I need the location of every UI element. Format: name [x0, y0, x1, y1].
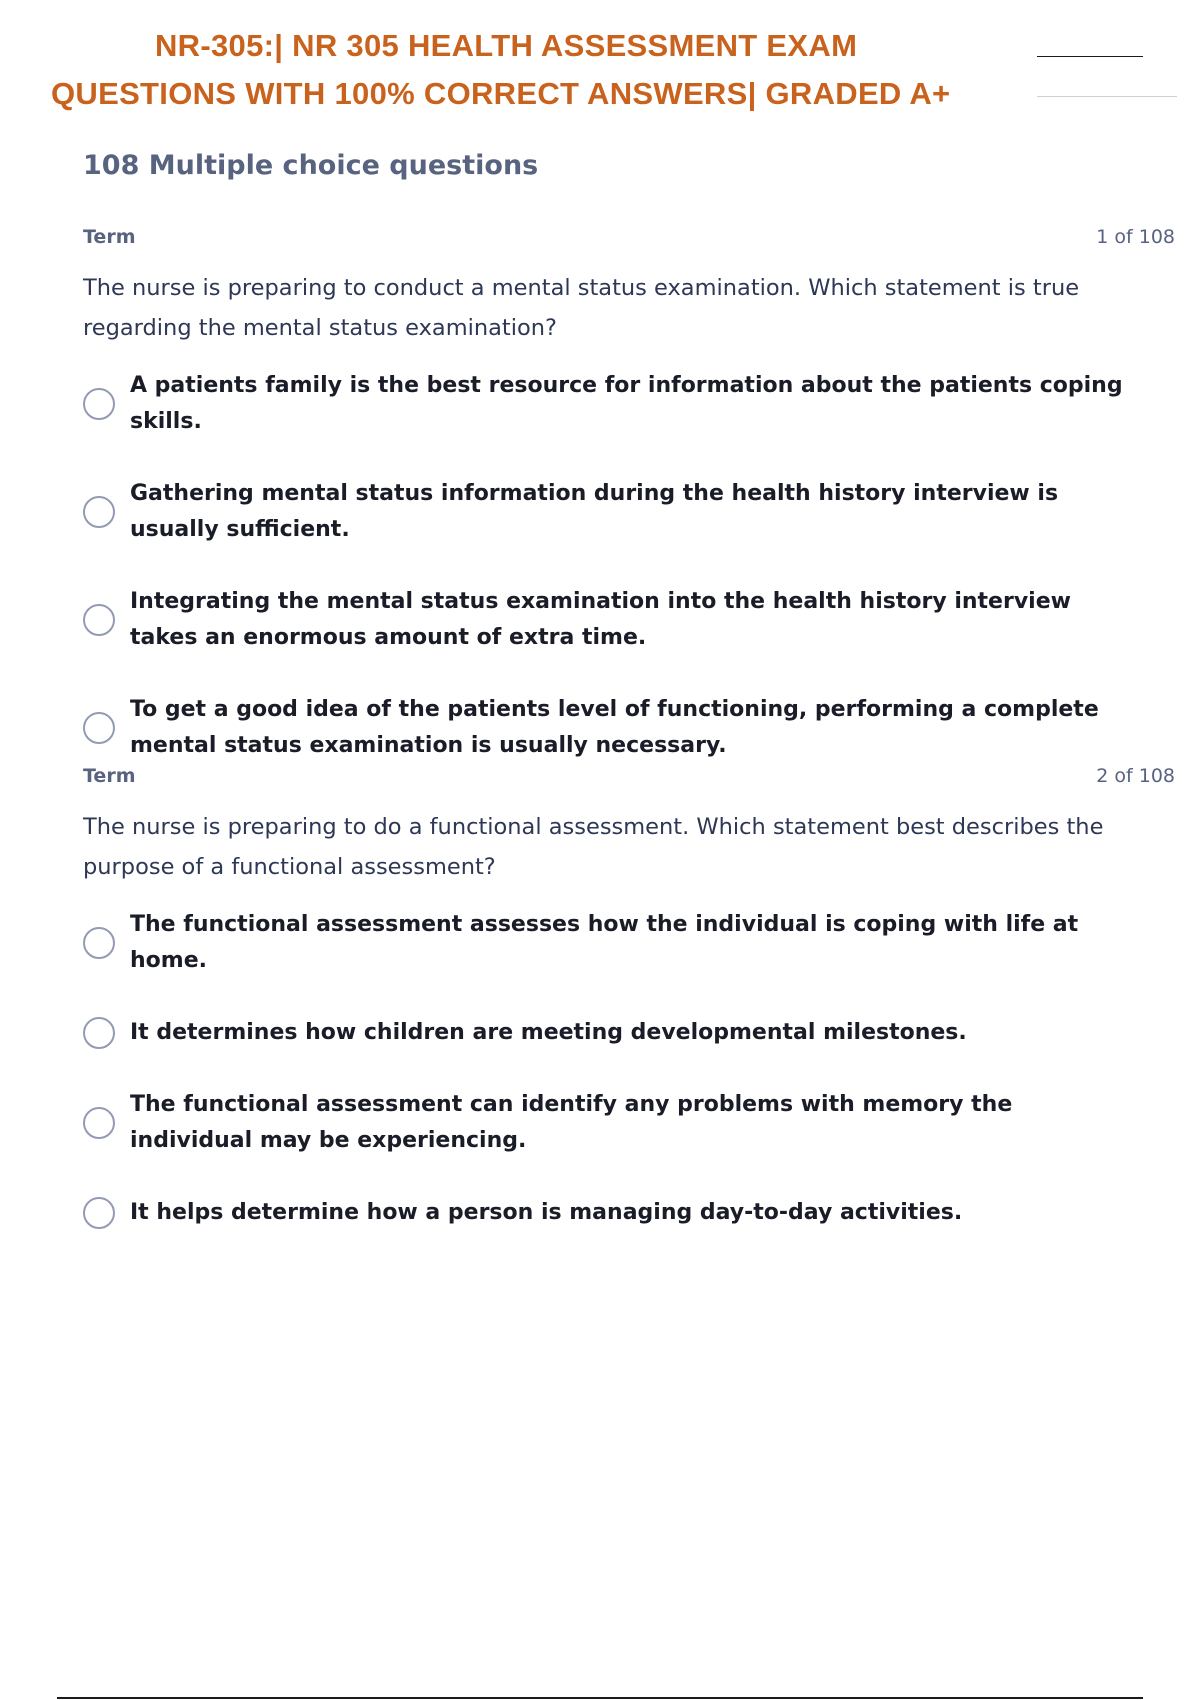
- question-text: The nurse is preparing to conduct a mental status examination. Which statement is true regarding the mental status examination?: [83, 275, 1080, 341]
- footer-rule: [57, 1697, 1143, 1699]
- radio-button-icon[interactable]: [83, 604, 115, 636]
- answer-option[interactable]: [83, 1015, 1175, 1051]
- term-label: Term: [83, 226, 136, 248]
- document-title-line-1: NR-305:| NR 305 HEALTH ASSESSMENT EXAM: [155, 28, 858, 63]
- answer-option[interactable]: [83, 584, 1175, 656]
- answer-option[interactable]: [83, 368, 1175, 440]
- answer-option-label: The functional assessment can identify any problems with memory the individual may be experiencing.: [130, 1092, 1013, 1153]
- radio-button-icon[interactable]: [83, 496, 115, 528]
- radio-button-icon[interactable]: [83, 388, 115, 420]
- answer-option-label: Gathering mental status information during the health history interview is usually sufficient.: [130, 481, 1059, 542]
- question-text: The nurse is preparing to do a functional assessment. Which statement best describes the purpose of a functional assessment?: [83, 814, 1104, 880]
- answer-option-label: To get a good idea of the patients level of functioning, performing a complete mental status examination is usually necessary.: [130, 697, 1099, 758]
- document-title-line-2: QUESTIONS WITH 100% CORRECT ANSWERS| GRADED A+: [51, 76, 951, 111]
- radio-button-icon[interactable]: [83, 712, 115, 744]
- question-counter: 1 of 108: [1096, 226, 1175, 248]
- question-meta: [83, 765, 1175, 795]
- radio-button-icon[interactable]: [83, 1017, 115, 1049]
- radio-button-icon[interactable]: [83, 1197, 115, 1229]
- answer-options: [83, 907, 1175, 1231]
- question-counter: 2 of 108: [1096, 765, 1175, 787]
- radio-button-icon[interactable]: [83, 1107, 115, 1139]
- answer-option[interactable]: [83, 476, 1175, 548]
- answer-option[interactable]: [83, 1087, 1175, 1159]
- document-header: [0, 20, 1200, 130]
- answer-option-label: A patients family is the best resource for information about the patients coping skills.: [130, 373, 1123, 434]
- question-card: [83, 226, 1175, 800]
- answer-option[interactable]: [83, 1195, 1175, 1231]
- answer-option[interactable]: [83, 692, 1175, 764]
- set-heading: 108 Multiple choice questions: [83, 150, 539, 181]
- answer-option-label: It determines how children are meeting developmental milestones.: [130, 1020, 967, 1045]
- answer-option-label: It helps determine how a person is managing day-to-day activities.: [130, 1200, 963, 1225]
- question-card: [83, 765, 1175, 1267]
- header-rule-light: [1037, 96, 1177, 97]
- answer-options: [83, 368, 1175, 764]
- term-label: Term: [83, 765, 136, 787]
- question-meta: [83, 226, 1175, 256]
- radio-button-icon[interactable]: [83, 927, 115, 959]
- answer-option-label: Integrating the mental status examination into the health history interview takes an enormous amount of extra time.: [130, 589, 1071, 650]
- answer-option-label: The functional assessment assesses how the individual is coping with life at home.: [130, 912, 1079, 973]
- header-rule: [1037, 56, 1143, 57]
- answer-option[interactable]: [83, 907, 1175, 979]
